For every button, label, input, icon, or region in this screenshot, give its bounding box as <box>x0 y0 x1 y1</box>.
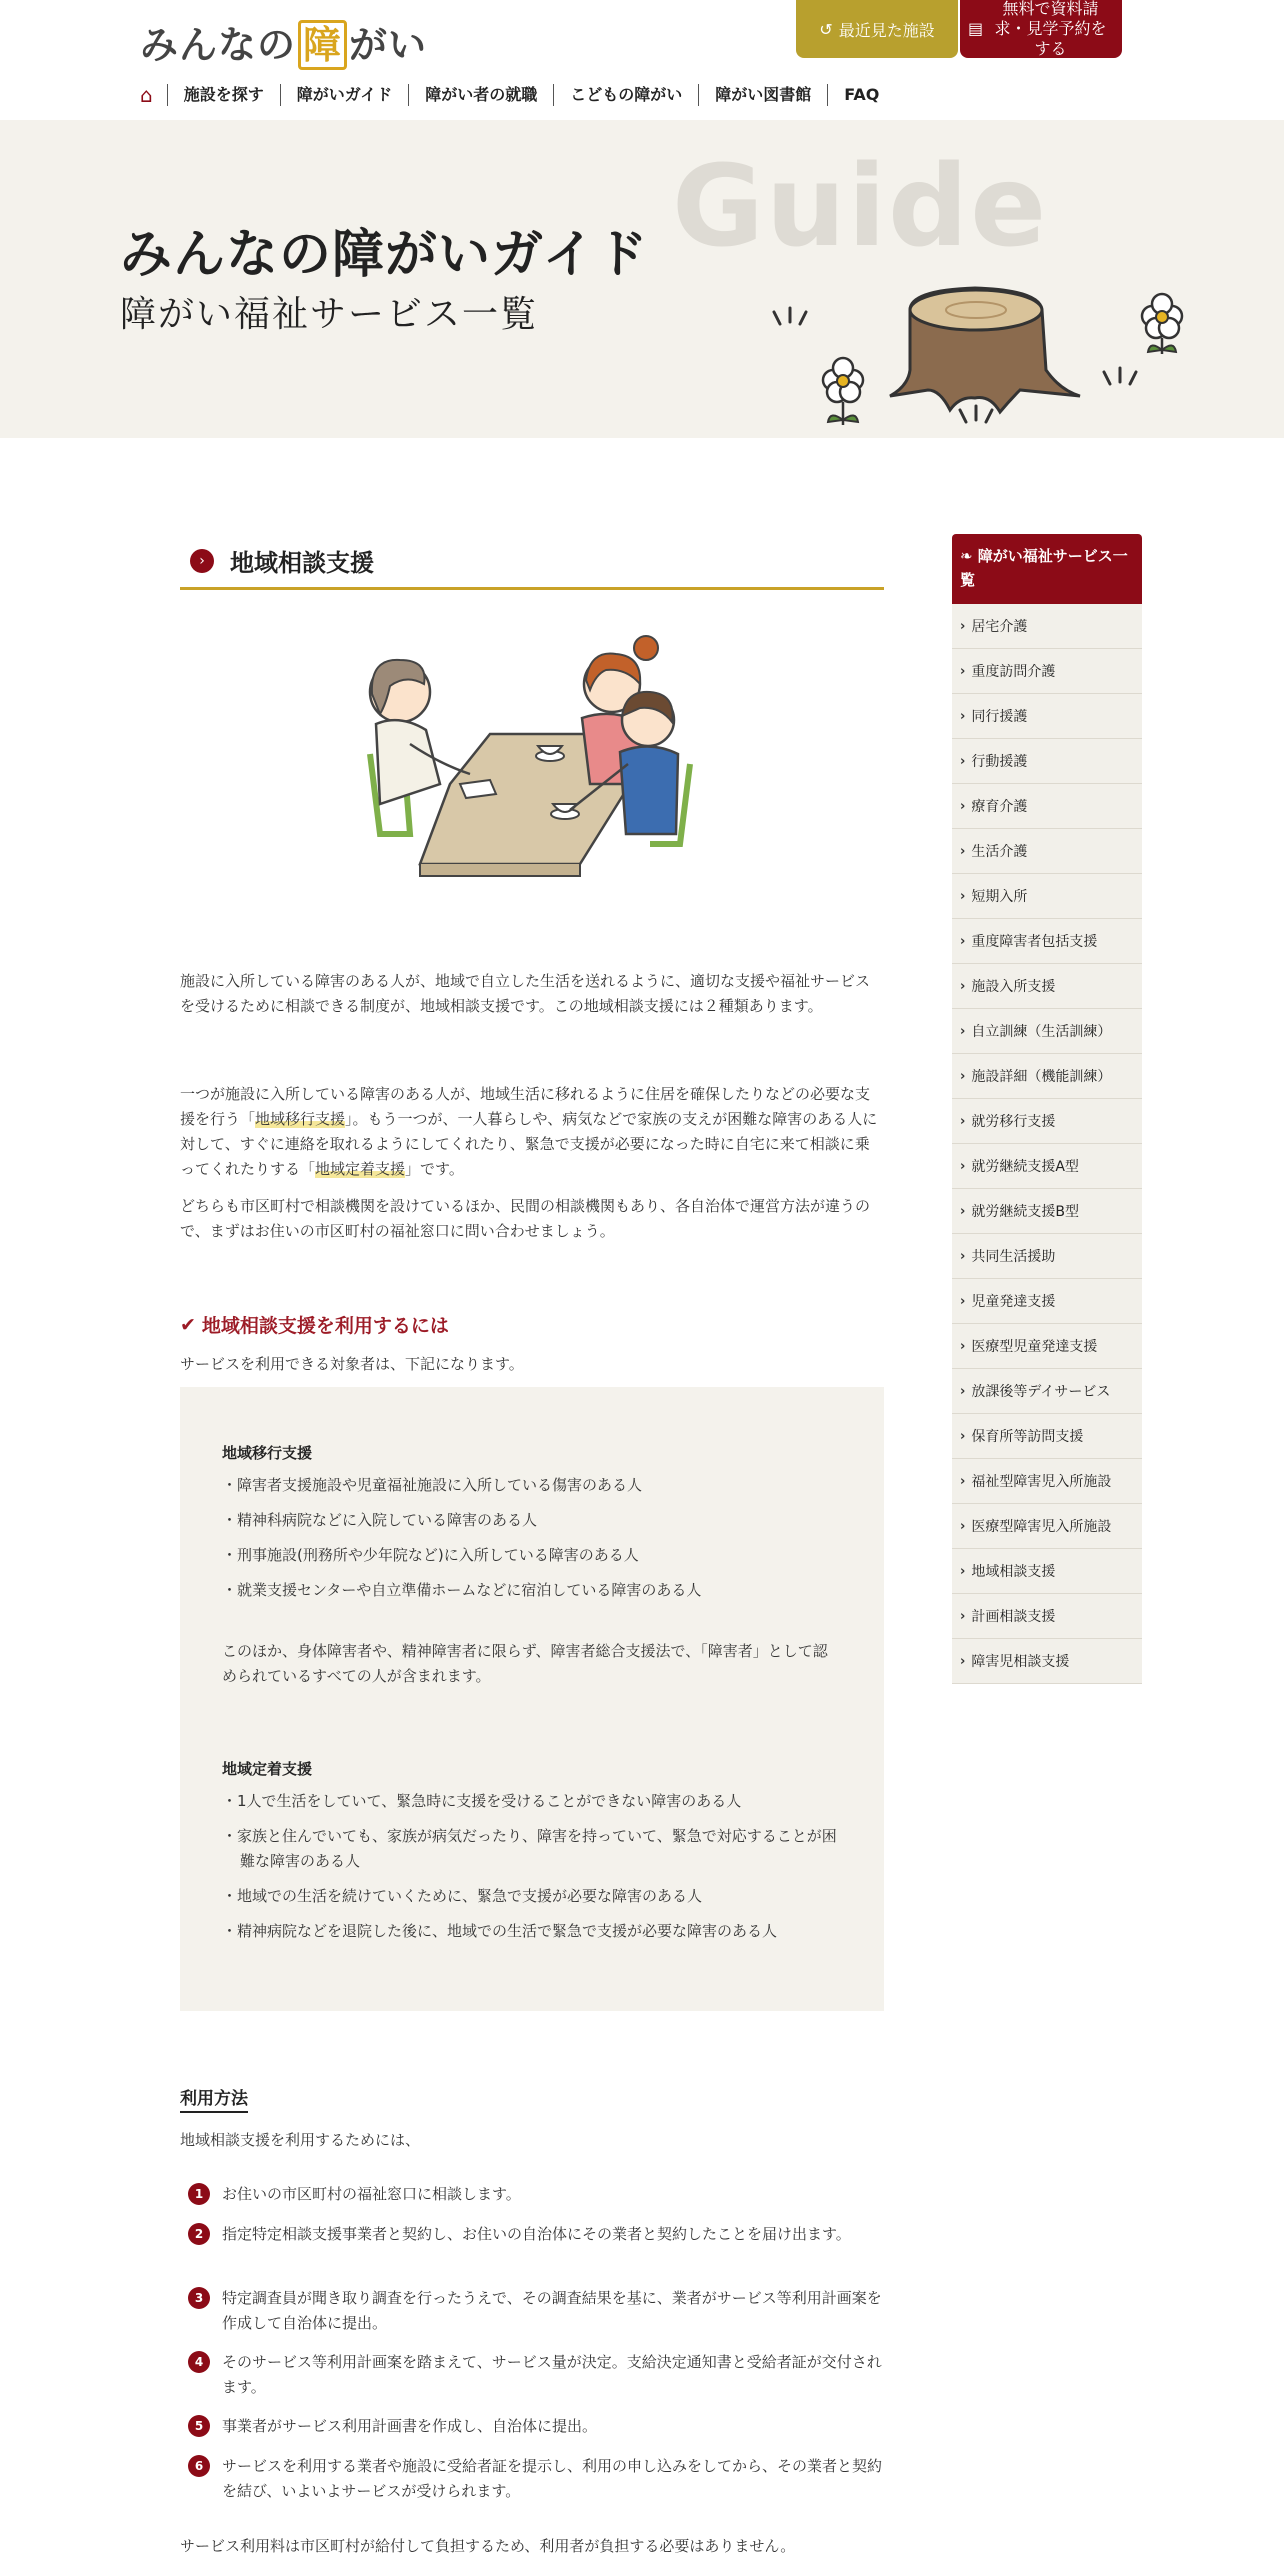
sidebar-item[interactable] <box>952 1459 1142 1504</box>
chevron-right-icon: › <box>960 843 966 859</box>
step-text: 指定特定相談支援事業者と契約し、お住いの自治体にその業者と契約したことを届け出ます。 <box>222 2225 851 2243</box>
step-item <box>188 2414 884 2439</box>
chevron-right-icon: › <box>960 798 966 814</box>
chevron-right-icon: › <box>960 1203 966 1219</box>
sidebar-item-label: 生活介護 <box>971 844 1028 860</box>
step-number: 3 <box>188 2287 210 2309</box>
history-icon: ↺ <box>819 19 833 39</box>
sidebar-item-label: 保育所等訪問支援 <box>971 1429 1084 1445</box>
sidebar-item-label: 共同生活援助 <box>971 1249 1056 1265</box>
step-number: 1 <box>188 2183 210 2205</box>
types-text-b: 」。もう一つが、一人暮らしや、病気などで家族の支えが困難な障害のある人に対して、すぐに連絡を取れるようにしてくれたり、緊急で支援が必要になった時に自宅に来て相談に乗ってくれたりする「 <box>180 1110 878 1178</box>
chevron-right-icon: › <box>960 1563 966 1579</box>
types-text-a: 一つが施設に入所している障害のある人が、地域生活に移れるように住居を確保したりなどの必要な支援を行う「 <box>180 1085 871 1128</box>
box-title-settlement: 地域定着支援 <box>222 1760 313 1778</box>
box-title-transition: 地域移行支援 <box>222 1444 313 1462</box>
logo-highlight: 障 <box>298 20 347 70</box>
leaf-icon: ❧ <box>960 547 978 565</box>
intro-paragraph: 施設に入所している障害のある人が、地域で自立した生活を送れるように、適切な支援や福祉サービスを受けるために相談できる制度が、地域相談支援です。この地域相談支援には２種類あります。 <box>180 972 871 1015</box>
sidebar-title: 障がい福祉サービス一覧 <box>960 547 1128 589</box>
term-community-settlement: 地域定着支援 <box>315 1160 406 1178</box>
usage-heading: 利用方法 <box>180 2084 248 2113</box>
stump-flowers-illustration <box>760 250 1200 430</box>
sidebar-item[interactable] <box>952 739 1142 784</box>
sidebar-item-label: 行動援護 <box>971 754 1028 770</box>
sidebar-heading <box>952 534 1142 604</box>
list-item: ・地域での生活を続けていくために、緊急で支援が必要な障害のある人 <box>222 1887 703 1905</box>
chevron-right-icon: › <box>960 708 966 724</box>
recently-viewed-button[interactable] <box>796 0 958 58</box>
chevron-right-icon: › <box>960 1023 966 1039</box>
term-community-transition: 地域移行支援 <box>255 1110 346 1128</box>
check-icon: ✔ <box>180 1313 196 1336</box>
step-number: 6 <box>188 2455 210 2477</box>
sidebar-item[interactable] <box>952 964 1142 1009</box>
list-item: ・精神科病院などに入院している障害のある人 <box>222 1511 538 1529</box>
list-item: ・刑事施設(刑務所や少年院など)に入所している障害のある人 <box>222 1546 639 1564</box>
chevron-right-icon: › <box>190 549 214 573</box>
sidebar-item[interactable] <box>952 1504 1142 1549</box>
chevron-right-icon: › <box>960 663 966 679</box>
sidebar-item-label: 福祉型障害児入所施設 <box>971 1474 1112 1490</box>
step-number: 2 <box>188 2223 210 2245</box>
chevron-right-icon: › <box>960 1518 966 1534</box>
sidebar-item[interactable] <box>952 1279 1142 1324</box>
nav-library[interactable]: 障がい図書館 <box>699 84 828 106</box>
section-heading <box>180 534 884 590</box>
site-logo[interactable] <box>140 14 427 69</box>
step-text: サービスを利用する業者や施設に受給者証を提示し、利用の申し込みをしてから、その業者と契約を結び、いよいよサービスが受けられます。 <box>222 2457 883 2500</box>
sidebar-item[interactable] <box>952 919 1142 964</box>
sidebar-item-label: 同行援護 <box>971 709 1028 725</box>
usage-lead: 地域相談支援を利用するためには、 <box>180 2131 421 2149</box>
request-materials-button[interactable] <box>960 0 1122 58</box>
sidebar-item[interactable] <box>952 1144 1142 1189</box>
page-title: 地域相談支援 <box>230 549 374 577</box>
sidebar-item[interactable] <box>952 1549 1142 1594</box>
step-number: 4 <box>188 2351 210 2373</box>
sidebar-item-label: 就労継続支援A型 <box>971 1159 1079 1175</box>
list-item: ・精神病院などを退院した後に、地域での生活で緊急で支援が必要な障害のある人 <box>222 1922 778 1940</box>
request-materials-label: 無料で資料請求・見学予約をする <box>994 0 1107 58</box>
chevron-right-icon: › <box>960 1338 966 1354</box>
hero-banner <box>0 120 1284 438</box>
service-sidebar <box>952 534 1142 1684</box>
site-header <box>0 0 1284 120</box>
chevron-right-icon: › <box>960 933 966 949</box>
list-item: ・1人で生活をしていて、緊急時に支援を受けることができない障害のある人 <box>222 1792 742 1810</box>
step-item <box>188 2454 884 2504</box>
contact-note: どちらも市区町村で相談機関を設けているほか、民間の相談機関もあり、各自治体で運営方法が違うので、まずはお住いの市区町村の福祉窓口に問い合わせましょう。 <box>180 1197 871 1240</box>
sidebar-item[interactable] <box>952 1189 1142 1234</box>
sidebar-list <box>952 604 1142 1684</box>
sidebar-item-label: 地域相談支援 <box>971 1564 1056 1580</box>
home-icon[interactable]: ⌂ <box>140 84 168 106</box>
sidebar-item-label: 計画相談支援 <box>971 1609 1056 1625</box>
document-icon: ▤ <box>968 19 984 38</box>
nav-children[interactable]: こどもの障がい <box>554 84 699 106</box>
chevron-right-icon: › <box>960 978 966 994</box>
sidebar-item[interactable] <box>952 1099 1142 1144</box>
sidebar-item[interactable] <box>952 694 1142 739</box>
step-text: そのサービス等利用計画案を踏まえて、サービス量が決定。支給決定通知書と受給者証が交付されます。 <box>222 2353 882 2396</box>
sidebar-item[interactable] <box>952 1234 1142 1279</box>
hero-watermark: Guide <box>672 142 1049 272</box>
eligibility-box <box>180 1387 884 2011</box>
nav-guide[interactable]: 障がいガイド <box>281 84 410 106</box>
types-text-c: 」です。 <box>405 1160 464 1178</box>
step-item <box>188 2350 884 2400</box>
global-nav <box>140 82 895 108</box>
sidebar-item-label: 療育介護 <box>971 799 1028 815</box>
sidebar-item[interactable] <box>952 1414 1142 1459</box>
chevron-right-icon: › <box>960 1653 966 1669</box>
sidebar-item-label: 重度障害者包括支援 <box>971 934 1098 950</box>
sidebar-item-label: 居宅介護 <box>971 619 1028 635</box>
logo-text-2: がい <box>349 23 428 67</box>
sidebar-item-label: 就労移行支援 <box>971 1114 1056 1130</box>
list-item: ・障害者支援施設や児童福祉施設に入所している傷害のある人 <box>222 1476 643 1494</box>
consultation-illustration <box>350 634 710 884</box>
sidebar-item-label: 施設詳細（機能訓練） <box>971 1069 1112 1085</box>
step-text: お住いの市区町村の福祉窓口に相談します。 <box>222 2185 521 2203</box>
chevron-right-icon: › <box>960 753 966 769</box>
hero-subtitle: 障がい福祉サービス一覧 <box>120 294 539 335</box>
box-paragraph: このほか、身体障害者や、精神障害者に限らず、障害者総合支援法で、「障害者」として認められているすべての人が含まれます。 <box>222 1642 828 1685</box>
sidebar-item[interactable] <box>952 1324 1142 1369</box>
fee-note: サービス利用料は市区町村が給付して負担するため、利用者が負担する必要はありません。 <box>180 2537 796 2555</box>
step-text: 特定調査員が聞き取り調査を行ったうえで、その調査結果を基に、業者がサービス等利用計画案を作成して自治体に提出。 <box>222 2289 882 2332</box>
sidebar-item-label: 医療型児童発達支援 <box>971 1339 1098 1355</box>
step-number: 5 <box>188 2415 210 2437</box>
recently-viewed-label: 最近見た施設 <box>838 20 935 40</box>
sidebar-item[interactable] <box>952 1639 1142 1684</box>
sidebar-item[interactable] <box>952 874 1142 919</box>
sidebar-item[interactable] <box>952 1594 1142 1639</box>
nav-employment[interactable]: 障がい者の就職 <box>409 84 554 106</box>
chevron-right-icon: › <box>960 1473 966 1489</box>
sidebar-item[interactable] <box>952 1009 1142 1054</box>
step-item <box>188 2222 884 2247</box>
chevron-right-icon: › <box>960 1428 966 1444</box>
eligibility-lead: サービスを利用できる対象者は、下記になります。 <box>180 1355 524 1373</box>
sidebar-item-label: 短期入所 <box>971 889 1028 905</box>
nav-find-facility[interactable]: 施設を探す <box>168 84 281 106</box>
sidebar-item-label: 重度訪問介護 <box>971 664 1056 680</box>
step-item <box>188 2286 884 2336</box>
chevron-right-icon: › <box>960 618 966 634</box>
nav-faq[interactable]: FAQ <box>844 85 880 104</box>
sidebar-item-label: 自立訓練（生活訓練） <box>971 1024 1112 1040</box>
how-to-use-heading <box>180 1311 449 1338</box>
chevron-right-icon: › <box>960 1293 966 1309</box>
sidebar-item[interactable] <box>952 784 1142 829</box>
step-text: 事業者がサービス利用計画書を作成し、自治体に提出。 <box>222 2417 598 2435</box>
sidebar-item[interactable] <box>952 1054 1142 1099</box>
sidebar-item[interactable] <box>952 829 1142 874</box>
chevron-right-icon: › <box>960 1608 966 1624</box>
sidebar-item-label: 障害児相談支援 <box>971 1654 1070 1670</box>
list-item: ・家族と住んでいても、家族が病気だったり、障害を持っていて、緊急で対応することが困難な障害のある人 <box>222 1827 837 1870</box>
sidebar-item-label: 放課後等デイサービス <box>971 1384 1111 1400</box>
chevron-right-icon: › <box>960 1248 966 1264</box>
logo-text-1: みんなの <box>140 23 297 67</box>
sidebar-item-label: 児童発達支援 <box>971 1294 1056 1310</box>
sidebar-item-label: 就労継続支援B型 <box>971 1204 1079 1220</box>
main-content <box>180 534 884 2555</box>
sidebar-item-label: 医療型障害児入所施設 <box>971 1519 1112 1535</box>
chevron-right-icon: › <box>960 1383 966 1399</box>
chevron-right-icon: › <box>960 888 966 904</box>
chevron-right-icon: › <box>960 1068 966 1084</box>
types-paragraph <box>180 1082 884 1182</box>
list-item: ・就業支援センターや自立準備ホームなどに宿泊している障害のある人 <box>222 1581 702 1599</box>
step-item <box>188 2182 884 2207</box>
hero-title: みんなの障がいガイド <box>120 225 649 285</box>
sidebar-item[interactable] <box>952 1369 1142 1414</box>
sidebar-item[interactable] <box>952 604 1142 649</box>
sidebar-item-label: 施設入所支援 <box>971 979 1056 995</box>
chevron-right-icon: › <box>960 1158 966 1174</box>
chevron-right-icon: › <box>960 1113 966 1129</box>
sidebar-item[interactable] <box>952 649 1142 694</box>
how-to-use-title: 地域相談支援を利用するには <box>201 1315 449 1337</box>
